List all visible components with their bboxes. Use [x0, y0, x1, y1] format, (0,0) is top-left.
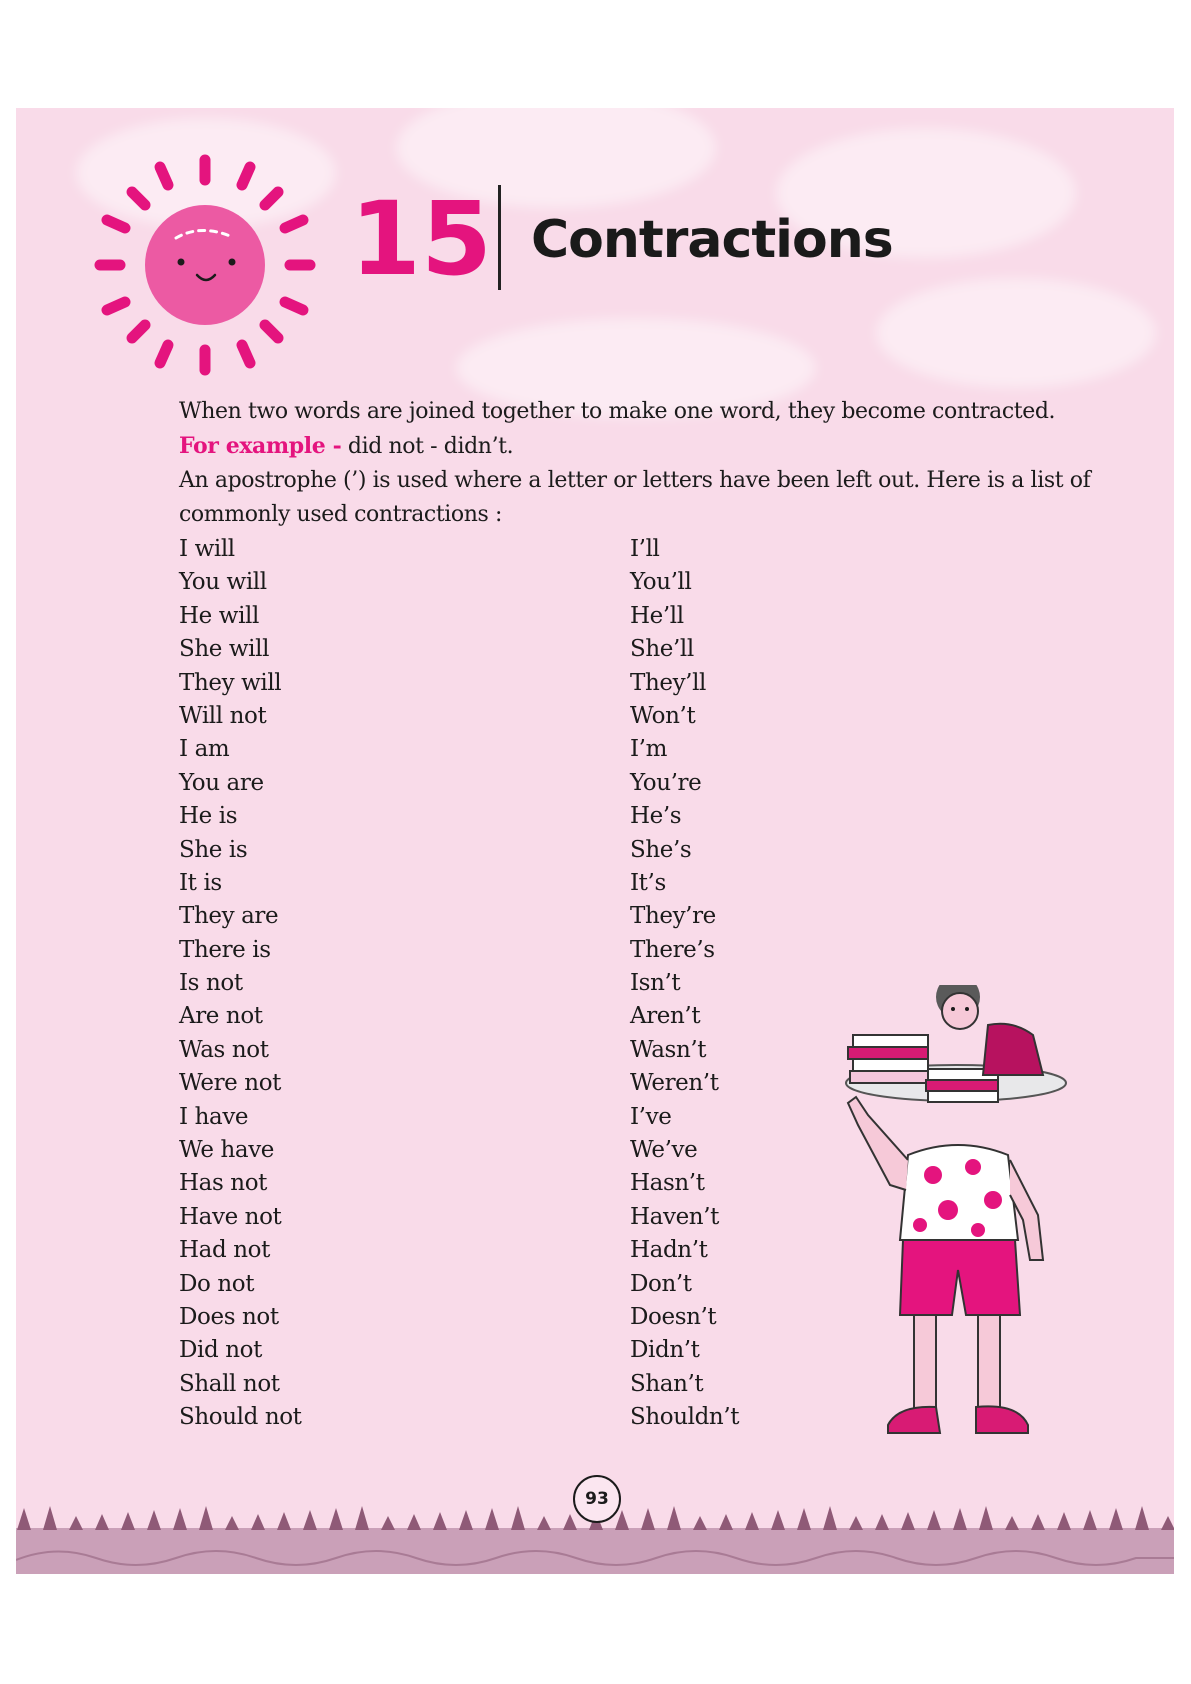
full-form-item: Do not	[179, 1270, 255, 1297]
full-form-item: I will	[179, 536, 235, 562]
contracted-form-item: I’ve	[630, 1103, 672, 1130]
full-form-item: Did not	[179, 1337, 262, 1364]
contracted-form-item: Weren’t	[630, 1070, 719, 1097]
full-form-item: There is	[179, 936, 271, 963]
contracted-form-item: They’ll	[630, 669, 706, 696]
tree-shape	[875, 1514, 889, 1530]
full-form-item: I am	[179, 736, 230, 763]
contracted-form-item: There’s	[630, 936, 715, 963]
contracted-form-item: Aren’t	[630, 1003, 701, 1030]
full-form-item: Was not	[179, 1036, 269, 1063]
contracted-form-item: You’re	[630, 769, 702, 796]
full-form-item: You will	[179, 569, 267, 596]
full-form-item: They are	[179, 903, 279, 930]
contracted-form-item: They’re	[630, 903, 716, 930]
tree-shape	[1161, 1516, 1174, 1530]
contracted-forms-list	[630, 533, 830, 1435]
full-form-item: Were not	[179, 1070, 281, 1097]
tree-shape	[381, 1516, 395, 1530]
tree-shape	[1031, 1514, 1045, 1530]
contracted-form-item: Wasn’t	[630, 1036, 707, 1063]
tree-shape	[823, 1506, 837, 1530]
contracted-form-item: Won’t	[630, 702, 696, 729]
full-form-item: It is	[179, 869, 222, 896]
tree-shape	[1005, 1516, 1019, 1530]
tree-shape	[849, 1516, 863, 1530]
tree-shape	[615, 1510, 629, 1530]
tree-shape	[277, 1512, 291, 1530]
intro-sentence: When two words are joined together to make one word, they become contracted.	[179, 399, 1056, 424]
tree-shape	[979, 1506, 993, 1530]
full-form-item: They will	[179, 669, 282, 696]
tree-shape	[199, 1506, 213, 1530]
tree-shape	[719, 1514, 733, 1530]
full-form-item: We have	[179, 1137, 275, 1164]
contracted-form-item: Shan’t	[630, 1370, 704, 1397]
contracted-form-item: Don’t	[630, 1270, 692, 1297]
intro-text	[179, 395, 1114, 532]
contracted-form-item: Shouldn’t	[630, 1404, 740, 1431]
contracted-form-item: You’ll	[630, 569, 692, 596]
example-label: For example -	[179, 433, 342, 459]
tree-shape	[329, 1508, 343, 1530]
contracted-form-item: Didn’t	[630, 1337, 700, 1364]
tree-shape	[1057, 1512, 1071, 1530]
full-form-item: She is	[179, 836, 248, 863]
full-forms-list	[179, 533, 559, 1435]
tree-shape	[1083, 1510, 1097, 1530]
tree-shape	[927, 1510, 941, 1530]
full-form-item: Does not	[179, 1303, 279, 1330]
tree-shape	[953, 1508, 967, 1530]
tree-shape	[641, 1508, 655, 1530]
tree-shape	[485, 1508, 499, 1530]
full-form-item: She will	[179, 636, 270, 663]
child-carrying-books-icon	[828, 985, 1088, 1455]
contracted-form-item: She’ll	[630, 636, 694, 663]
tree-shape	[251, 1514, 265, 1530]
tree-shape	[303, 1510, 317, 1530]
full-form-item: You are	[179, 769, 264, 796]
heading-divider	[498, 185, 501, 290]
tree-shape	[69, 1516, 83, 1530]
tree-shape	[1135, 1506, 1149, 1530]
tree-shape	[225, 1516, 239, 1530]
apostrophe-note: An apostrophe (’) is used where a letter or letters have been left out. Here is a list of commonly used contractions :	[179, 468, 1091, 527]
tree-shape	[459, 1510, 473, 1530]
contracted-form-item: It’s	[630, 869, 666, 896]
full-form-item: Should not	[179, 1404, 302, 1431]
tree-shape	[667, 1506, 681, 1530]
tree-shape	[43, 1506, 57, 1530]
full-form-item: I have	[179, 1103, 249, 1130]
tree-shape	[407, 1514, 421, 1530]
tree-shape	[797, 1508, 811, 1530]
contracted-form-item: Doesn’t	[630, 1303, 717, 1330]
tree-shape	[121, 1512, 135, 1530]
contracted-form-item: She’s	[630, 836, 692, 863]
tree-shape	[511, 1506, 525, 1530]
contracted-form-item: He’ll	[630, 602, 684, 629]
tree-shape	[95, 1514, 109, 1530]
tree-shape	[355, 1506, 369, 1530]
tree-shape	[771, 1510, 785, 1530]
tree-shape	[147, 1510, 161, 1530]
full-form-item: Have not	[179, 1203, 282, 1230]
contracted-form-item: I’m	[630, 736, 668, 763]
tree-shape	[17, 1508, 31, 1530]
contracted-form-item: Isn’t	[630, 970, 681, 997]
contracted-form-item: Hasn’t	[630, 1170, 705, 1197]
tree-shape	[745, 1512, 759, 1530]
full-form-item: Are not	[179, 1003, 263, 1030]
sun-icon	[80, 140, 330, 390]
tree-shape	[173, 1508, 187, 1530]
full-form-item: Has not	[179, 1170, 267, 1197]
cloud	[876, 278, 1156, 388]
contracted-form-item: He’s	[630, 803, 682, 830]
tree-shape	[1109, 1508, 1123, 1530]
contracted-form-item: We’ve	[630, 1137, 698, 1164]
full-form-item: Shall not	[179, 1370, 280, 1397]
tree-shape	[433, 1512, 447, 1530]
contracted-form-item: Haven’t	[630, 1203, 719, 1230]
full-form-item: Is not	[179, 970, 243, 997]
tree-shape	[563, 1514, 577, 1530]
page-number: 93	[573, 1475, 621, 1523]
full-form-item: Will not	[179, 702, 267, 729]
example-line	[179, 429, 1114, 464]
contracted-form-item: I’ll	[630, 536, 660, 562]
tree-shape	[537, 1516, 551, 1530]
chapter-title: Contractions	[531, 210, 893, 270]
full-form-item: Had not	[179, 1237, 270, 1264]
tree-shape	[693, 1516, 707, 1530]
full-form-item: He is	[179, 803, 238, 830]
example-text: did not - didn’t.	[341, 434, 514, 459]
tree-shape	[901, 1512, 915, 1530]
contracted-form-item: Hadn’t	[630, 1237, 708, 1264]
full-form-item: He will	[179, 602, 259, 629]
chapter-number: 15	[350, 180, 492, 299]
